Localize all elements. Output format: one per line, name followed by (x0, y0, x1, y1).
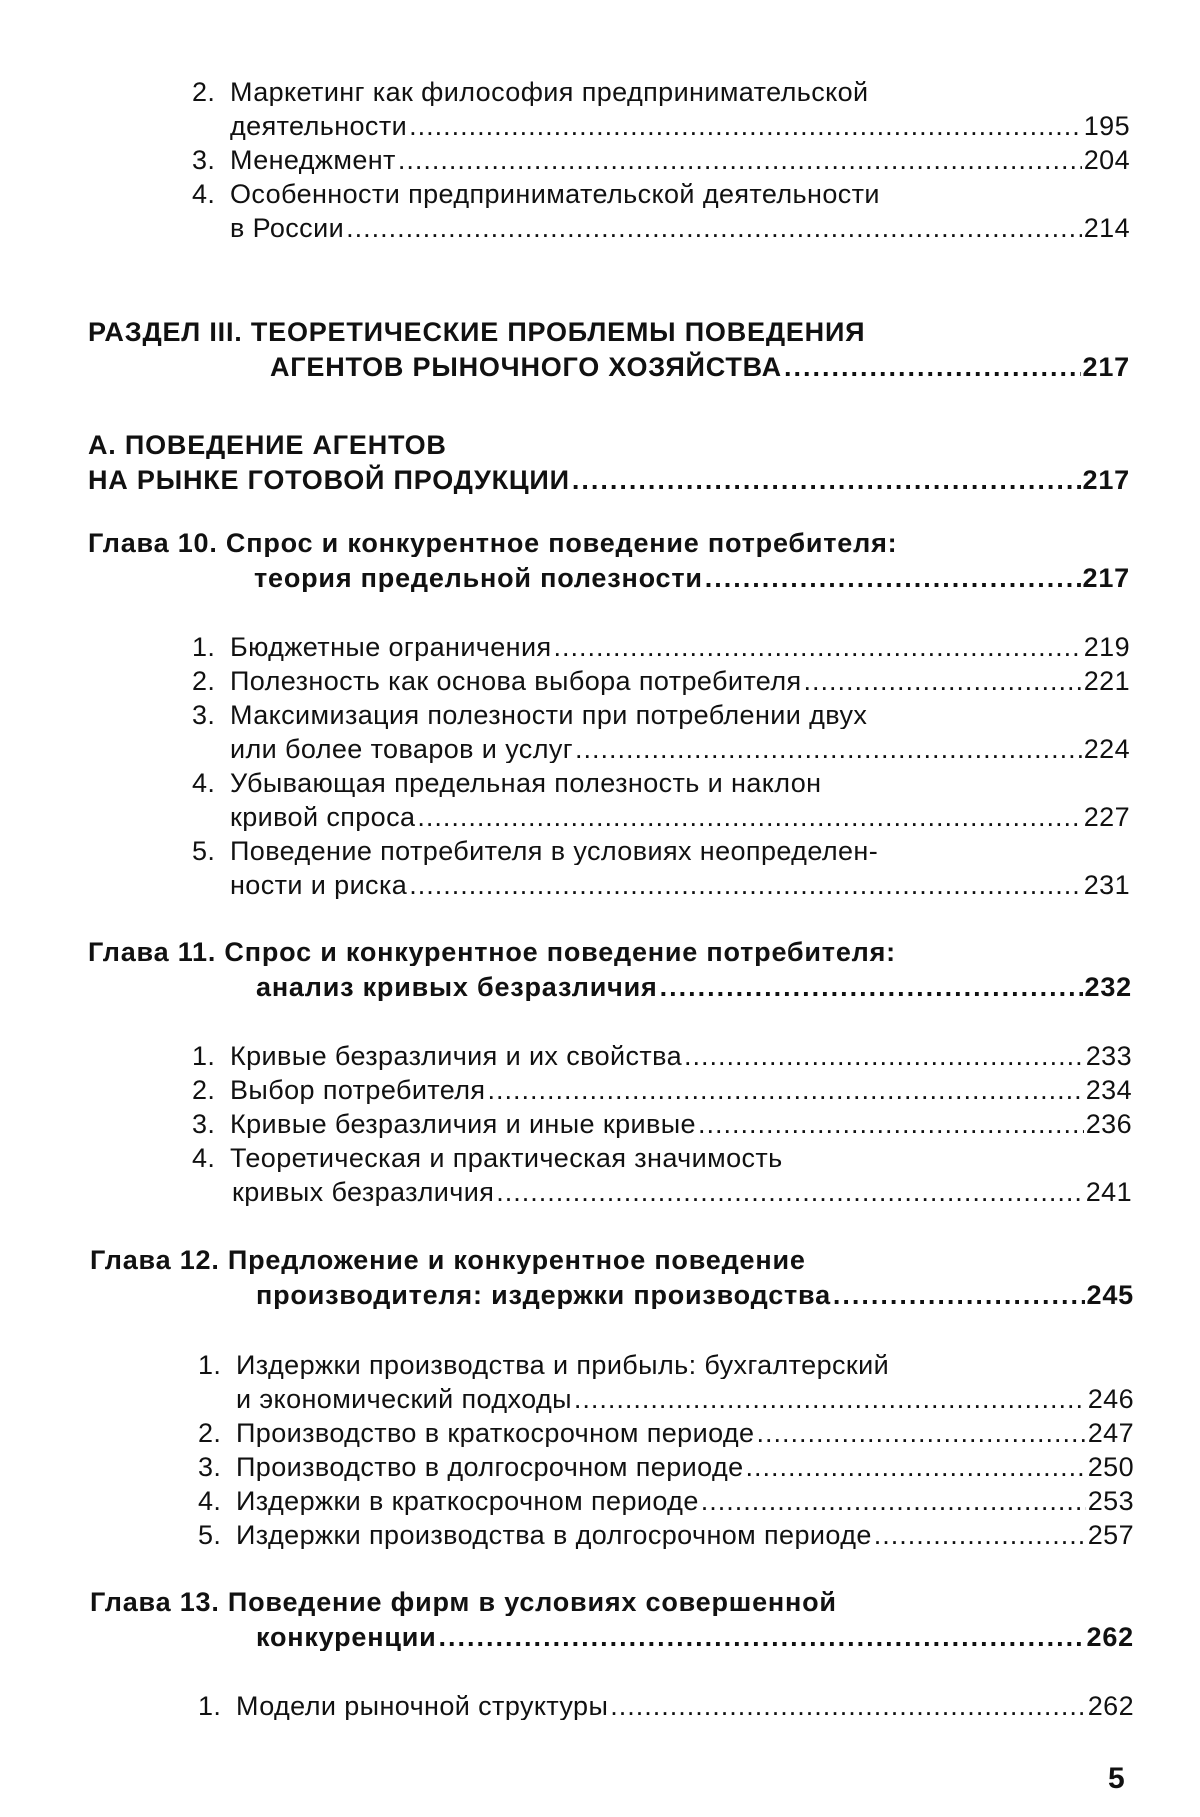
toc-item (192, 627, 1130, 661)
toc-item-text: Менеджмент (230, 145, 396, 174)
section-heading-line2: АГЕНТОВ РЫНОЧНОГО ХОЗЯЙСТВА (270, 352, 782, 381)
toc-item (192, 174, 1132, 208)
toc-item-text: и экономический подходы (236, 1384, 572, 1413)
toc-item-text: Производство в долгосрочном периоде (236, 1452, 744, 1481)
toc-item-page: 247 (1087, 1418, 1134, 1447)
dot-leader (804, 668, 1082, 695)
chapter-page: 232 (1084, 972, 1132, 1001)
dot-leader (833, 1282, 1085, 1309)
toc-item (192, 1036, 1132, 1070)
toc-item-page: 257 (1087, 1520, 1134, 1549)
toc-item-number: 4. (192, 1143, 216, 1172)
toc-item (230, 729, 1130, 763)
toc-item (192, 763, 1132, 797)
subsection-heading-line1: А. ПОВЕДЕНИЕ АГЕНТОВ (88, 430, 447, 459)
toc-item-text: Максимизация полезности при потреблении двух (230, 700, 868, 729)
toc-item (192, 695, 1132, 729)
toc-item (232, 1172, 1132, 1206)
toc-item (192, 1070, 1132, 1104)
toc-item-text: Модели рыночной структуры (236, 1691, 609, 1720)
dot-leader (409, 113, 1082, 140)
toc-item (230, 106, 1130, 140)
toc-item (192, 72, 1132, 106)
dot-leader (554, 634, 1082, 661)
chapter-heading-line1: Глава 10. Спрос и конкурентное поведение потребителя: (88, 528, 898, 557)
toc-item-page: 204 (1083, 145, 1130, 174)
toc-item-text: кривых безразличия (232, 1177, 495, 1206)
toc-item-text: Особенности предпринимательской деятельности (230, 179, 880, 208)
chapter-heading-line1: Глава 12. Предложение и конкурентное поведение (90, 1245, 806, 1274)
section-heading (270, 347, 1130, 381)
toc-item-number: 1. (198, 1350, 222, 1379)
toc-item-text: Поведение потребителя в условиях неопределен- (230, 836, 879, 865)
chapter-heading (88, 932, 1148, 966)
toc-item (236, 1379, 1134, 1413)
toc-item (192, 831, 1132, 865)
dot-leader (684, 1043, 1084, 1070)
toc-item-page: 227 (1083, 802, 1130, 831)
toc-item-text: Теоретическая и практическая значимость (230, 1143, 783, 1172)
dot-leader (784, 354, 1081, 381)
toc-item-text: Бюджетные ограничения (230, 632, 552, 661)
toc-item-text: Издержки производства и прибыль: бухгалтерский (236, 1350, 890, 1379)
toc-item-page: 236 (1085, 1109, 1132, 1138)
dot-leader (496, 1179, 1084, 1206)
toc-item (192, 1104, 1132, 1138)
toc-item-page: 262 (1087, 1691, 1134, 1720)
toc-item-page: 250 (1087, 1452, 1134, 1481)
toc-item-text: Убывающая предельная полезность и наклон (230, 768, 822, 797)
toc-item (198, 1481, 1134, 1515)
toc-item-page: 233 (1085, 1041, 1132, 1070)
toc-item-text: Выбор потребителя (230, 1075, 486, 1104)
chapter-heading (88, 523, 1148, 557)
toc-item-number: 5. (198, 1520, 222, 1549)
section-heading-line1: РАЗДЕЛ III. ТЕОРЕТИЧЕСКИЕ ПРОБЛЕМЫ ПОВЕДЕНИЯ (88, 317, 866, 346)
toc-item-text: в России (230, 213, 345, 242)
dot-leader (660, 974, 1083, 1001)
dot-leader (398, 147, 1082, 174)
chapter-heading-line2: конкуренции (256, 1622, 437, 1651)
toc-item (230, 208, 1130, 242)
subsection-page: 217 (1082, 465, 1130, 494)
toc-item-text: Издержки в краткосрочном периоде (236, 1486, 699, 1515)
dot-leader (756, 1420, 1085, 1447)
toc-item (230, 865, 1130, 899)
dot-leader (705, 565, 1081, 592)
toc-item (198, 1515, 1134, 1549)
toc-item-text: Издержки производства в долгосрочном периоде (236, 1520, 872, 1549)
chapter-heading (256, 1275, 1134, 1309)
chapter-page: 262 (1086, 1622, 1134, 1651)
toc-item-page: 224 (1083, 734, 1130, 763)
chapter-heading (254, 558, 1130, 592)
toc-item-number: 2. (192, 1075, 216, 1104)
dot-leader (746, 1454, 1086, 1481)
toc-item-text: кривой спроса (230, 802, 416, 831)
chapter-heading-line1: Глава 13. Поведение фирм в условиях совершенной (90, 1587, 837, 1616)
subsection-heading-line2: НА РЫНКЕ ГОТОВОЙ ПРОДУКЦИИ (88, 465, 570, 494)
toc-item-number: 4. (198, 1486, 222, 1515)
toc-item-text: деятельности (230, 111, 408, 140)
toc-item-number: 2. (198, 1418, 222, 1447)
chapter-heading (90, 1582, 1150, 1616)
chapter-heading (256, 1617, 1134, 1651)
toc-item-number: 3. (192, 700, 216, 729)
toc-item-number: 3. (192, 145, 216, 174)
toc-item-number: 3. (192, 1109, 216, 1138)
toc-item-number: 1. (198, 1691, 222, 1720)
toc-item-page: 253 (1087, 1486, 1134, 1515)
dot-leader (409, 872, 1082, 899)
toc-item-number: 5. (192, 836, 216, 865)
toc-item-text: ности и риска (230, 870, 408, 899)
dot-leader (417, 804, 1081, 831)
toc-item-page: 221 (1083, 666, 1130, 695)
toc-item-text: Кривые безразличия и иные кривые (230, 1109, 696, 1138)
section-page: 217 (1082, 352, 1130, 381)
toc-item-page: 246 (1087, 1384, 1134, 1413)
toc-item-page: 234 (1085, 1075, 1132, 1104)
toc-item-number: 2. (192, 666, 216, 695)
dot-leader (610, 1693, 1086, 1720)
toc-item-text: или более товаров и услуг (230, 734, 573, 763)
toc-item-page: 214 (1083, 213, 1130, 242)
toc-item-number: 3. (198, 1452, 222, 1481)
dot-leader (346, 215, 1082, 242)
dot-leader (698, 1111, 1084, 1138)
toc-item-page: 219 (1083, 632, 1130, 661)
toc-item (198, 1447, 1134, 1481)
dot-leader (572, 467, 1081, 494)
toc-item-page: 195 (1083, 111, 1130, 140)
toc-item (192, 1138, 1132, 1172)
chapter-heading (90, 1240, 1150, 1274)
dot-leader (701, 1488, 1086, 1515)
toc-item-text: Кривые безразличия и их свойства (230, 1041, 682, 1070)
toc-item-number: 4. (192, 768, 216, 797)
page-number: 5 (1108, 1762, 1125, 1795)
chapter-heading-line2: анализ кривых безразличия (256, 972, 658, 1001)
toc-item-number: 4. (192, 179, 216, 208)
toc-item-number: 1. (192, 632, 216, 661)
chapter-heading-line2: теория предельной полезности (254, 563, 703, 592)
chapter-heading-line2: производителя: издержки производства (256, 1280, 831, 1309)
dot-leader (574, 1386, 1086, 1413)
dot-leader (874, 1522, 1086, 1549)
toc-item-text: Производство в краткосрочном периоде (236, 1418, 755, 1447)
subsection-heading (88, 460, 1130, 494)
section-heading (88, 312, 1148, 346)
toc-item-text: Полезность как основа выбора потребителя (230, 666, 802, 695)
toc-item-page: 231 (1083, 870, 1130, 899)
toc-item-page: 241 (1085, 1177, 1132, 1206)
subsection-heading (88, 425, 1128, 459)
chapter-heading-line1: Глава 11. Спрос и конкурентное поведение потребителя: (88, 937, 896, 966)
toc-item-text: Маркетинг как философия предпринимательской (230, 77, 869, 106)
dot-leader (487, 1077, 1083, 1104)
chapter-page: 245 (1086, 1280, 1134, 1309)
toc-item (198, 1413, 1134, 1447)
dot-leader (575, 736, 1082, 763)
dot-leader (439, 1624, 1085, 1651)
toc-item-number: 1. (192, 1041, 216, 1070)
toc-item (198, 1345, 1138, 1379)
toc-item (192, 661, 1130, 695)
toc-item-number: 2. (192, 77, 216, 106)
toc-item (198, 1686, 1134, 1720)
chapter-page: 217 (1082, 563, 1130, 592)
chapter-heading (256, 967, 1132, 1001)
toc-item (230, 797, 1130, 831)
toc-item (192, 140, 1130, 174)
